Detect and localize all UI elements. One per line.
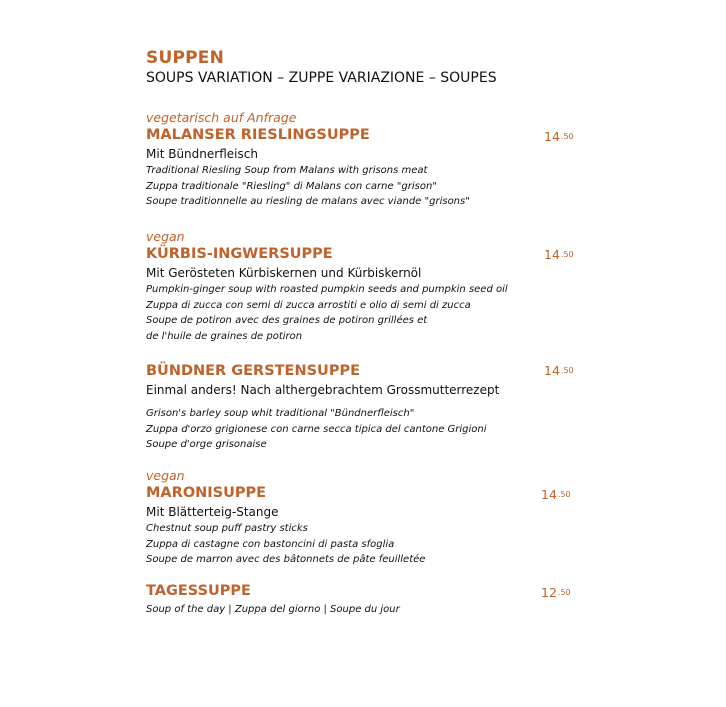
dish-description: Mit Gerösteten Kürbiskernen und Kürbiskernöl (146, 266, 422, 280)
price-main: 12 (541, 585, 557, 600)
dish-name: KÜRBIS-INGWERSUPPE (146, 246, 333, 262)
menu-item-buendner-gerstensuppe (146, 362, 606, 453)
section-title: SUPPEN (146, 48, 225, 68)
diet-tag: vegetarisch auf Anfrage (146, 110, 297, 125)
dish-name: MARONISUPPE (146, 485, 267, 501)
dish-price (544, 363, 574, 378)
menu-item-maronisuppe (146, 467, 606, 568)
translation-it: Zuppa d'orzo grigionese con carne secca tipica del cantone Grigioni (146, 423, 487, 435)
section-subtitle: SOUPS VARIATION – ZUPPE VARIAZIONE – SOUPES (146, 70, 497, 86)
price-cents: .50 (560, 366, 574, 375)
diet-tag: vegan (146, 229, 185, 244)
price-cents: .50 (560, 132, 574, 141)
translation-en: Chestnut soup puff pastry sticks (146, 523, 308, 534)
translation-all: Soup of the day | Zuppa del giorno | Soupe du jour (146, 604, 400, 615)
dish-price (541, 585, 571, 600)
price-main: 14 (544, 247, 560, 262)
dish-name: MALANSER RIESLINGSUPPE (146, 127, 370, 143)
dish-description: Mit Bündnerfleisch (146, 147, 258, 161)
translation-en: Grison's barley soup whit traditional "Bündnerfleisch" (146, 408, 415, 419)
translation-fr-cont: de l'huile de graines de potiron (146, 330, 303, 342)
dish-name: TAGESSUPPE (146, 583, 251, 599)
dish-description: Einmal anders! Nach althergebrachtem Grossmutterrezept (146, 383, 500, 397)
menu-item-tagessuppe (146, 582, 606, 618)
price-cents: .50 (557, 588, 571, 597)
menu-item-malanser-rieslingsuppe (146, 109, 606, 210)
translation-it: Zuppa di castagne con bastoncini di pasta sfoglia (146, 538, 395, 550)
price-main: 14 (541, 487, 557, 502)
dish-description: Mit Blätterteig-Stange (146, 505, 279, 519)
dish-price (544, 247, 574, 262)
menu-item-kuerbis-ingwersuppe (146, 228, 606, 344)
translation-it: Zuppa di zucca con semi di zucca arrostiti e olio di semi di zucca (146, 299, 471, 311)
price-cents: .50 (557, 490, 571, 499)
translation-fr: Soupe de marron avec des bâtonnets de pâte feuilletée (146, 554, 426, 565)
price-main: 14 (544, 363, 560, 378)
translation-it: Zuppa traditionale "Riesling" di Malans con carne "grison" (146, 180, 437, 192)
price-cents: .50 (560, 250, 574, 259)
dish-price (541, 487, 571, 502)
dish-price (544, 129, 574, 144)
translation-fr: Soupe d'orge grisonaise (146, 439, 267, 450)
translation-fr: Soupe de potiron avec des graines de potiron grillées et (146, 315, 428, 326)
translation-en: Pumpkin-ginger soup with roasted pumpkin seeds and pumpkin seed oil (146, 284, 508, 295)
translation-fr: Soupe traditionnelle au riesling de malans avec viande "grisons" (146, 196, 470, 207)
dish-name: BÜNDNER GERSTENSUPPE (146, 363, 360, 379)
price-main: 14 (544, 129, 560, 144)
diet-tag: vegan (146, 468, 185, 483)
translation-en: Traditional Riesling Soup from Malans with grisons meat (146, 165, 428, 176)
